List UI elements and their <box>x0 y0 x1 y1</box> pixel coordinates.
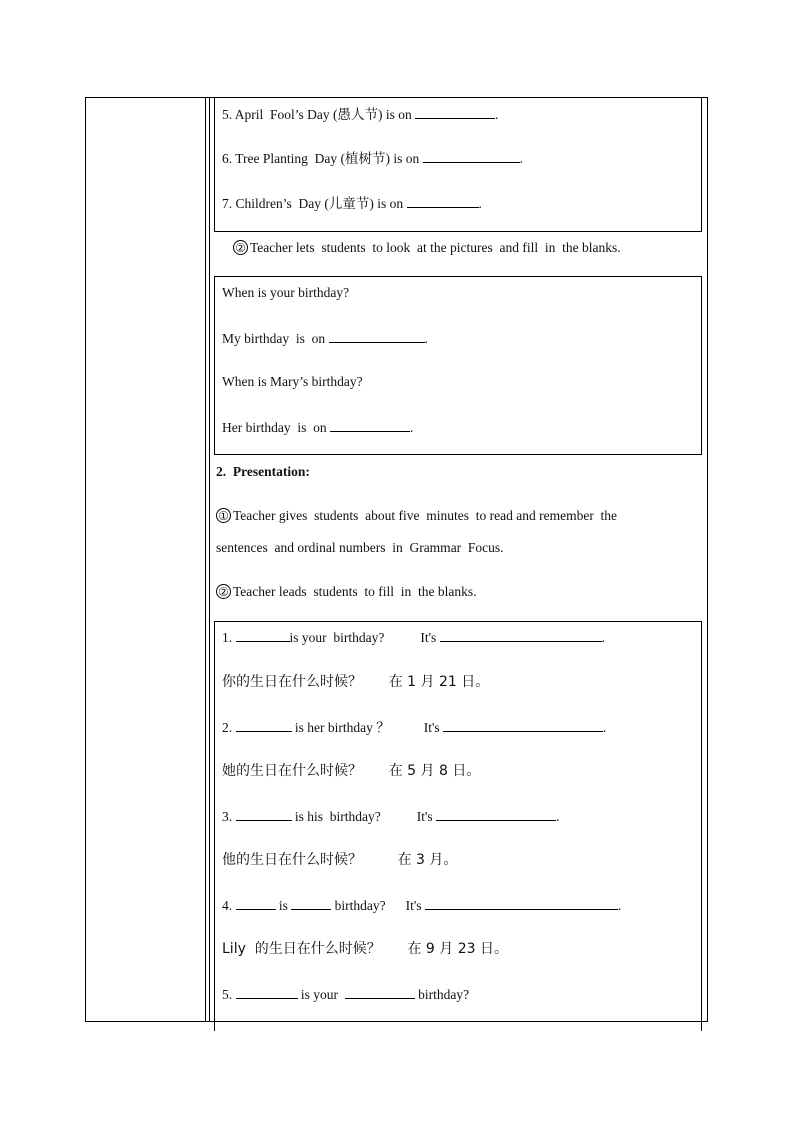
answer-blank[interactable] <box>345 986 415 999</box>
answer-blank[interactable] <box>236 808 292 821</box>
answer-blank[interactable] <box>425 897 618 910</box>
section-heading: 2. Presentation: <box>216 464 310 479</box>
answer-blank[interactable] <box>443 719 603 732</box>
festival-line-5: 5. April Fool’s Day (愚人节) is on . <box>222 107 499 122</box>
question-mary-birthday: When is Mary’s birthday? <box>222 374 363 389</box>
grammar-item-1-cn: 你的生日在什么时候？ 在 1 月 21 日。 <box>222 674 490 690</box>
answer-blank[interactable] <box>236 897 276 910</box>
grammar-item-2-cn: 她的生日在什么时候？ 在 5 月 8 日。 <box>222 763 481 779</box>
answer-blank[interactable] <box>329 330 425 343</box>
grammar-item-4-cn: Lily 的生日在什么时候？ 在 9 月 23 日。 <box>222 941 508 957</box>
answer-blank[interactable] <box>291 897 331 910</box>
step1-line1: ① Teacher gives students about five minutes to read and remember the <box>216 508 617 524</box>
instruction-pictures: ② Teacher lets students to look at the pictures and fill in the blanks. <box>233 240 621 256</box>
column-divider <box>205 97 206 1022</box>
festival-line-7: 7. Children’s Day (儿童节) is on . <box>222 196 482 211</box>
answer-blank[interactable] <box>423 150 520 163</box>
column-divider-inner <box>209 97 210 1022</box>
number-2-icon: ② <box>216 584 231 599</box>
grammar-item-1: 1. is your birthday? It's . <box>222 630 606 645</box>
number-1-icon: ① <box>216 508 231 523</box>
step2-line: ② Teacher leads students to fill in the blanks. <box>216 584 477 600</box>
question-your-birthday: When is your birthday? <box>222 285 350 300</box>
answer-blank[interactable] <box>436 808 556 821</box>
step1-line2: sentences and ordinal numbers in Grammar Focus. <box>216 540 504 555</box>
answer-blank[interactable] <box>440 629 602 642</box>
grammar-item-4: 4. is birthday? It's . <box>222 898 622 913</box>
grammar-item-3: 3. is his birthday? It's . <box>222 809 560 824</box>
grammar-item-3-cn: 他的生日在什么时候？ 在 3 月。 <box>222 852 458 868</box>
answer-my-birthday: My birthday is on . <box>222 331 428 346</box>
number-2-icon: ② <box>233 240 248 255</box>
answer-blank[interactable] <box>415 106 495 119</box>
answer-blank[interactable] <box>407 195 479 208</box>
answer-blank[interactable] <box>236 629 290 642</box>
answer-blank[interactable] <box>236 986 298 999</box>
answer-blank[interactable] <box>236 719 292 732</box>
answer-blank[interactable] <box>330 419 410 432</box>
grammar-item-2: 2. is her birthday ？ It's . <box>222 720 607 735</box>
festival-line-6: 6. Tree Planting Day (植树节) is on . <box>222 151 523 166</box>
grammar-item-5: 5. is your birthday? <box>222 987 470 1002</box>
answer-her-birthday: Her birthday is on . <box>222 420 414 435</box>
